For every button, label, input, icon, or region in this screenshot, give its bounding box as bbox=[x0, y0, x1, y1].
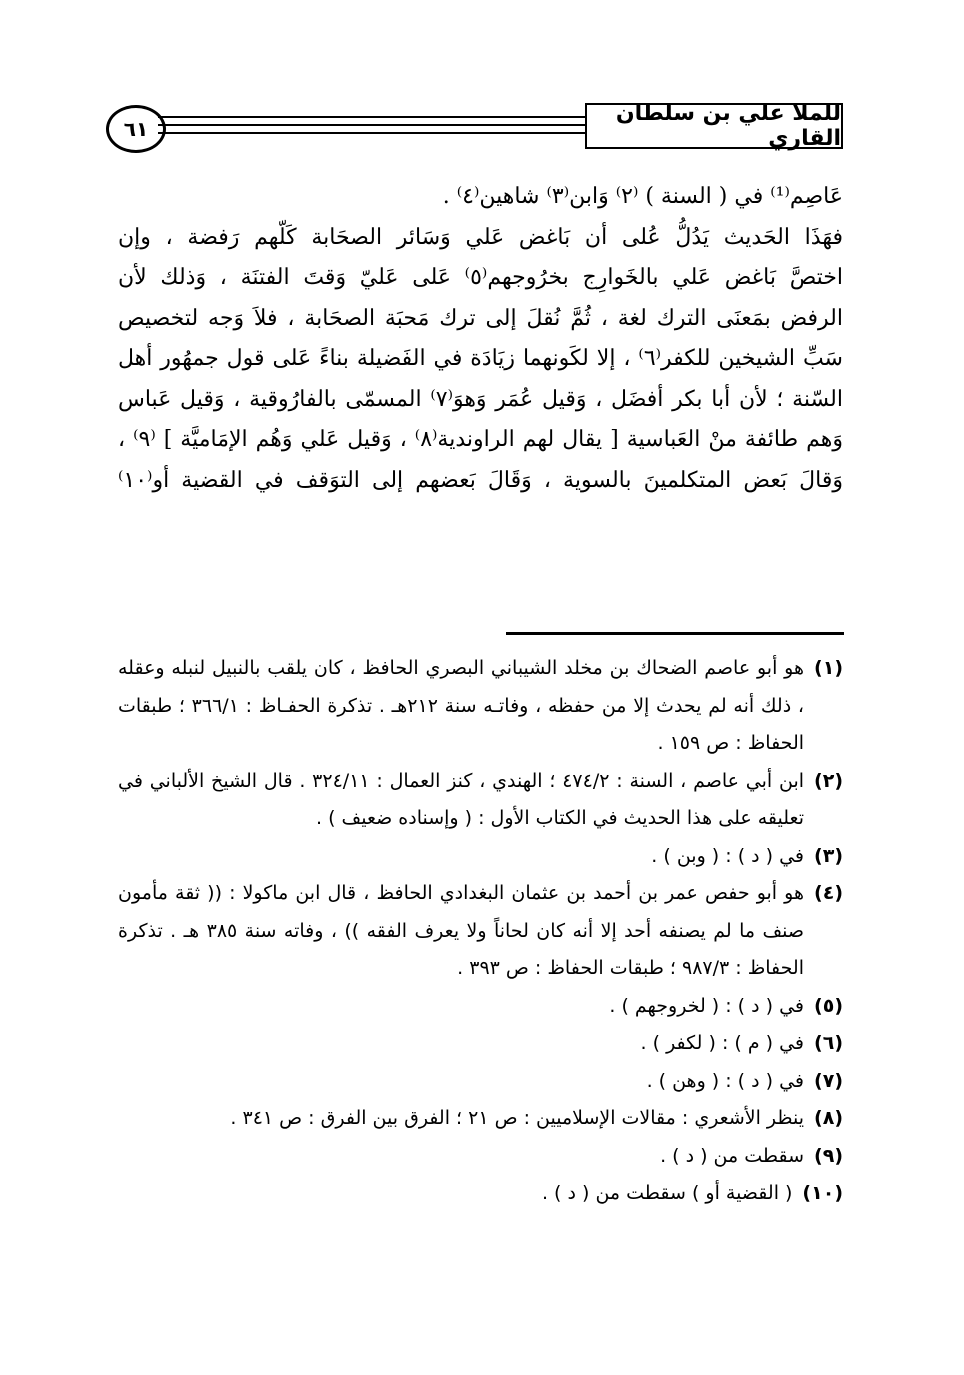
footnote bbox=[118, 763, 843, 838]
footnote-number: (١٠) bbox=[802, 1182, 843, 1204]
main-text bbox=[118, 177, 843, 501]
footnote-text: ( القضية أو ) سقطت من ( د ) . bbox=[541, 1182, 793, 1204]
footnote-text: في ( د ) : ( وهن ) . bbox=[646, 1069, 805, 1092]
footnote-text: في ( د ) : ( لخروجهم ) . bbox=[609, 994, 805, 1017]
body-line: سَبِّ الشيخين للكفر⁽٦⁾ ، إلا لكَونهما زيَادَة في الفَضيلة بناءً عَلى قول جمهُور أهل bbox=[118, 346, 843, 371]
footnote-text: ينظر الأشعري : مقالات الإسلاميين : ص ٢١ ؛ الفرق بين الفرق : ص ٣٤١ . bbox=[230, 1107, 805, 1129]
footnote-text: في ( م ) : ( لكفر ) . bbox=[640, 1032, 805, 1054]
footnote-text: في ( د ) : ( وبن ) . bbox=[651, 844, 805, 867]
footnote bbox=[118, 1025, 843, 1063]
body-line: وَهم طائفة منْ العَباسية [ يقال لهم الراوندية⁽٨⁾ ، وَقيل عَلي وَهُم الإمَاميَّة ] ⁽٩⁾ ، bbox=[118, 427, 843, 452]
body-line: السّنة ؛ لأن أبا بكر أفضَل ، وَقيل عُمَر وَهوَ⁽٧⁾ المسمّى بالفارُوقية ، وَقيل عَباس bbox=[118, 386, 843, 412]
footnote bbox=[118, 838, 843, 876]
header-rule bbox=[158, 116, 586, 118]
footnote-number: (٧) bbox=[814, 1069, 843, 1092]
footnote-text: ابن أبي عاصم ، السنة : ٤٧٤/٢ ؛ الهندي ، كنز العمال : ٣٢٤/١١ . قال الشيخ الألباني في تعليقه على هذا الحديث في الكتاب الأول : ( وإسناده ضعيف ) . bbox=[118, 769, 805, 829]
footnote bbox=[118, 1063, 843, 1101]
running-header-title: للملا علي بن سلطان القاري bbox=[585, 103, 843, 149]
footnote-number: (٣) bbox=[814, 844, 843, 867]
header-rule bbox=[158, 124, 586, 126]
footnote-text: هو أبو حفص عمر بن أحمد بن عثمان البغدادي الحافظ ، قال ابن ماكولا : (( ثقة مأمون صنف ما لم يصنفه أحد إلا أنه كان لحاناً ولا يعرف الفقه )) ، وفاته سنة ٣٨٥ هـ . تذكرة الحفاظ : ٩٨٧/٣ ؛ طبقات الحفاظ : ص ٣٩٣ . bbox=[118, 882, 805, 979]
footnote-number: (٤) bbox=[814, 882, 843, 904]
body-line: عَاصِم⁽¹⁾ في ( السنة ) ⁽٢⁾ وَابن⁽٣⁾ شاهين⁽٤⁾ . bbox=[442, 184, 843, 209]
body-line: الرفض بمَعنَى الترك لغة ، ثُمَّ نُقلَ إلى ترك مَحبَة الصحَابة ، فلاَ وَجه لتخصيص bbox=[118, 305, 843, 331]
footnote bbox=[118, 1175, 843, 1213]
footnote bbox=[118, 650, 843, 763]
footnote-number: (٦) bbox=[814, 1032, 843, 1054]
footnote bbox=[118, 1100, 843, 1138]
footnote bbox=[118, 1138, 843, 1176]
footnote bbox=[118, 988, 843, 1026]
body-line: فهَذَا الحَديث يَدُلُّ عُلى أن بَاغض عَلي وَسَائر الصحَابة كَلّهم رَفضة ، وإن bbox=[118, 224, 843, 250]
footnote-number: (٢) bbox=[814, 769, 843, 792]
footnote-number: (٨) bbox=[814, 1107, 843, 1129]
body-line: وَقالَ بَعض المتكلمينَ بالسوية ، وَقَالَ بَعضهم إلى التوَقف في القضية أو⁽١٠⁾ bbox=[118, 467, 843, 493]
footnote bbox=[118, 875, 843, 988]
footnote-number: (٩) bbox=[814, 1144, 843, 1167]
header-rule bbox=[158, 132, 586, 134]
footnote-number: (١) bbox=[814, 657, 843, 679]
footnote-text: سقطت من ( د ) . bbox=[660, 1144, 805, 1167]
footnote-divider bbox=[506, 632, 844, 635]
footnotes bbox=[118, 650, 843, 1213]
page-number: ٦١ bbox=[106, 105, 166, 153]
body-line: اختصَّ بَاغض عَلي بالخَوارِج بخرُوجهم⁽٥⁾ عَلى عَليّ وَقتَ الفتنَة ، وَذلك لأن bbox=[118, 265, 843, 290]
footnote-text: هو أبو عاصم الضحاك بن مخلد الشيباني البصري الحافظ ، كان يلقب بالنبيل لنبله وعقله ، ذلك أنه لم يحدث إلا من حفظه ، وفاتـه سنة ٢١٢هـ . تذكرة الحفـاظ : ٣٦٦/١ ؛ طبقات الحفاظ : ص ١٥٩ . bbox=[118, 657, 805, 754]
footnote-number: (٥) bbox=[814, 994, 843, 1017]
